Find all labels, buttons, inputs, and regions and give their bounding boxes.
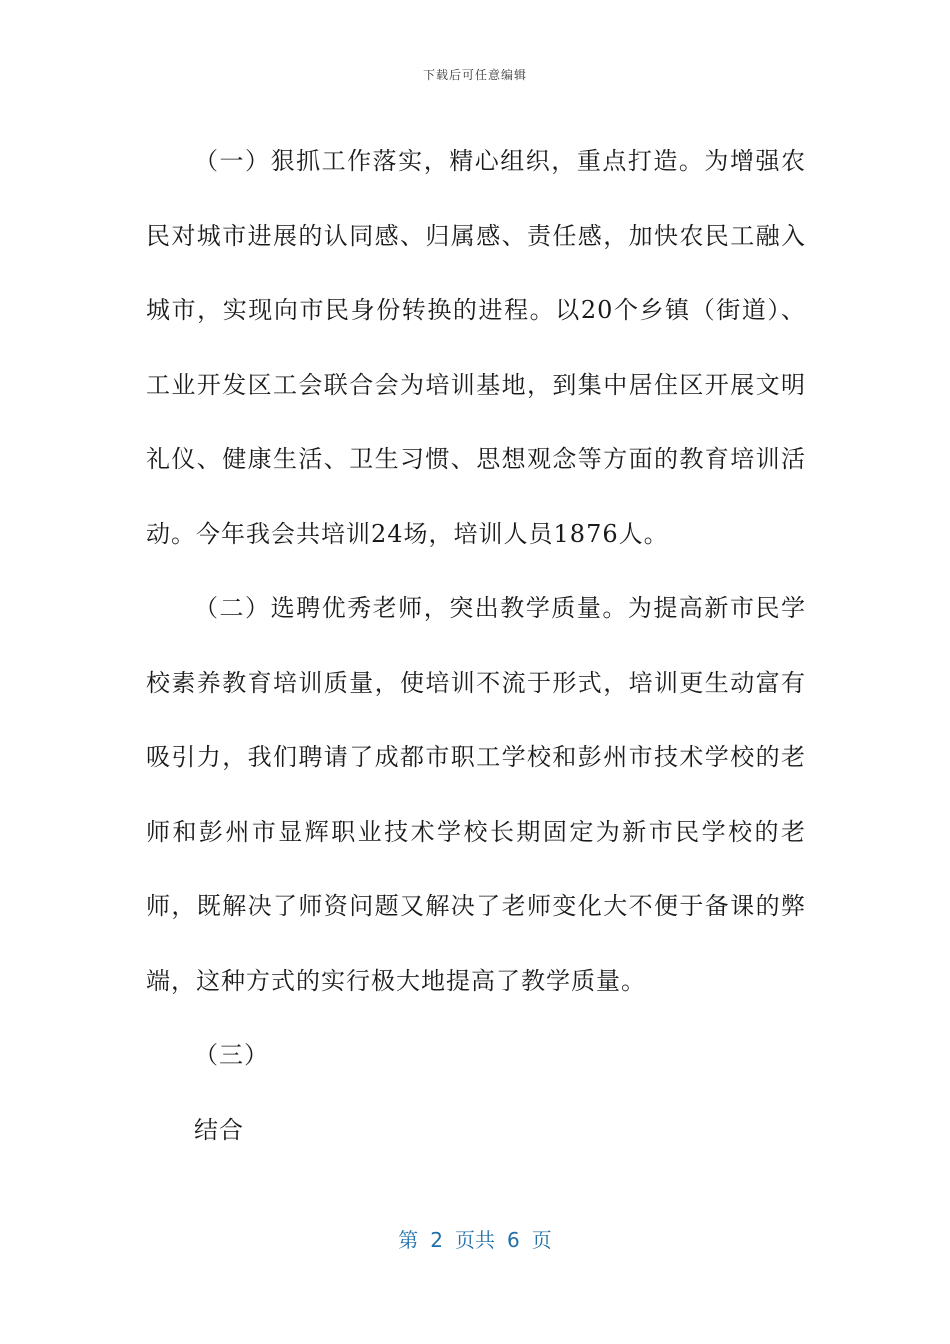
section-heading-3: （三） [194, 1041, 269, 1069]
document-body [146, 124, 806, 1167]
footer-current-page: 2 [430, 1228, 443, 1252]
paragraph-1: （一）狠抓工作落实，精心组织，重点打造。为增强农民对城市进展的认同感、归属感、责任感，加快农民工融入城市，实现向市民身份转换的进程。以20个乡镇（街道）、工业开发区工会联合会为培训基地，到集中居住区开展文明礼仪、健康生活、卫生习惯、思想观念等方面的教育培训活动。今年我会共培训24场，培训人员1876人。 [146, 147, 806, 548]
paragraph-2: （二）选聘优秀老师，突出教学质量。为提高新市民学校素养教育培训质量，使培训不流于形式，培训更生动富有吸引力，我们聘请了成都市职工学校和彭州市技术学校的老师和彭州市显辉职业技术学校长期固定为新市民学校的老师，既解决了师资问题又解决了老师变化大不便于备课的弊端，这种方式的实行极大地提高了教学质量。 [146, 594, 806, 995]
header-note: 下载后可任意编辑 [422, 68, 527, 82]
footer-prefix: 第 [398, 1228, 419, 1252]
footer-suffix: 页 [531, 1228, 552, 1252]
footer-total-pages: 6 [507, 1228, 520, 1252]
footer-middle: 页共 [455, 1228, 495, 1252]
page-footer [0, 1224, 950, 1253]
paragraph-3-start: 结合 [194, 1115, 244, 1144]
